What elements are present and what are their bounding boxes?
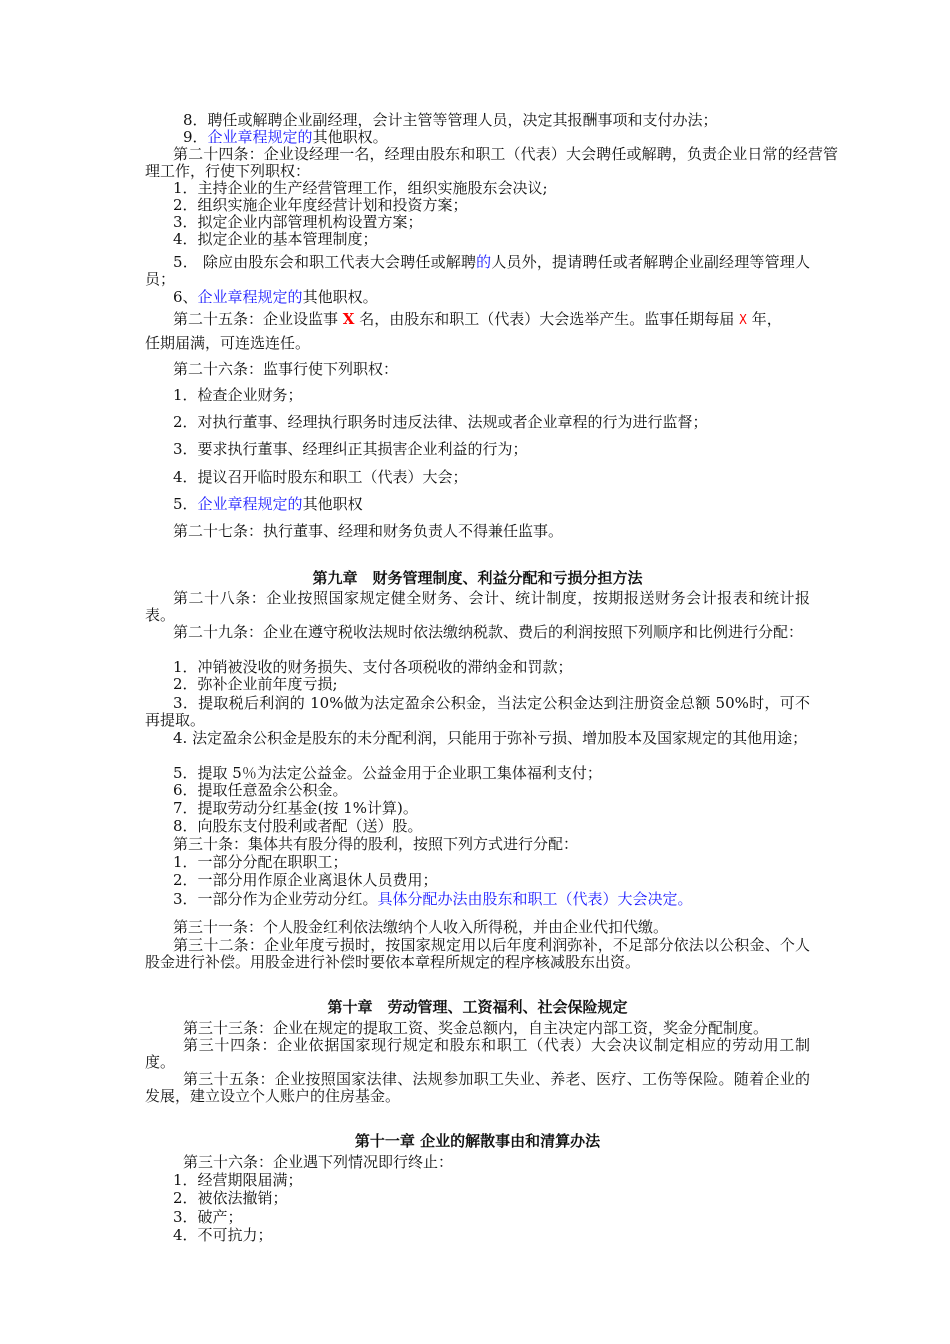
article-24: 第二十四条：企业设经理一名，经理由股东和职工（代表）大会聘任或解聘，负责企业日常的经营管理工作，行使下列职权： [145,145,838,180]
profit-item-4: 4. 法定盈余公积金是股东的未分配利润，只能用于弥补亏损、增加股本及国家规定的其他用途； [173,729,808,747]
article-29: 第二十九条：企业在遵守税收法规时依法缴纳税款、费后的利润按照下列顺序和比例进行分配： [173,623,804,641]
manager-item-1: 1．主持企业的生产经营管理工作，组织实施股东会决议; [173,180,548,197]
charter-link: 企业章程规定的 [207,129,313,146]
manager-item-5: 5． 除应由股东会和职工代表大会聘任或解聘的人员外，提请聘任或者解聘企业副经理等管理人员； [145,253,810,288]
chapter-9-heading: 第九章 财务管理制度、利益分配和亏损分担方法 [312,569,643,587]
placeholder-x: X [738,313,747,328]
profit-item-3: 3．提取税后利润的 10%做为法定盈余公积金，当法定公积金达到注册资金总额 50%时，可不再提取。 [145,694,810,729]
charter-link: 企业章程规定的 [197,289,303,306]
article-31: 第三十一条：个人股金红利依法缴纳个人收入所得税，并由企业代扣代缴。 [173,919,669,936]
article-34: 第三十四条：企业依据国家现行规定和股东和职工（代表）大会决议制定相应的劳动用工制度。 [145,1036,810,1071]
article-35: 第三十五条：企业按照国家法律、法规参加职工失业、养老、医疗、工伤等保险。随着企业的发展，建立设立个人账户的住房基金。 [145,1070,810,1105]
article-27: 第二十七条：执行董事、经理和财务负责人不得兼任监事。 [173,523,564,540]
supervisor-item-1: 1．检查企业财务； [173,387,303,404]
article-33: 第三十三条：企业在规定的提取工资、奖金总额内，自主决定内部工资，奖金分配制度。 [183,1020,769,1037]
article-25: 第二十五条：企业设监事 X 名，由股东和职工（代表）大会选举产生。监事任期每届 X 年， [173,310,782,328]
supervisor-item-5: 5．企业章程规定的其他职权 [173,496,363,513]
dividend-decision-link: 具体分配办法由股东和职工（代表）大会决定。 [377,891,693,908]
termination-item-1: 1．经营期限届满； [173,1172,303,1189]
supervisor-item-4: 4．提议召开临时股东和职工（代表）大会； [173,469,468,486]
termination-item-3: 3．破产； [173,1209,243,1226]
power-item-8: 8．聘任或解聘企业副经理，会计主管等管理人员，决定其报酬事项和支付办法； [183,112,718,129]
chapter-10-heading: 第十章 劳动管理、工资福利、社会保险规定 [327,998,628,1016]
termination-item-4: 4．不可抗力； [173,1227,273,1244]
article-28: 第二十八条：企业按照国家规定健全财务、会计、统计制度，按期报送财务会计报表和统计报表。 [145,589,810,624]
article-30: 第三十条：集体共有股分得的股利，按照下列方式进行分配： [173,836,579,853]
article-36: 第三十六条：企业遇下列情况即行终止： [183,1154,454,1171]
manager-item-4: 4．拟定企业的基本管理制度； [173,231,378,248]
supervisor-item-3: 3．要求执行董事、经理纠正其损害企业利益的行为； [173,441,528,458]
dividend-item-2: 2．一部分用作原企业离退休人员费用； [173,872,438,889]
article-26-title: 第二十六条：监事行使下列职权： [173,361,399,378]
dividend-item-3: 3．一部分作为企业劳动分红。具体分配办法由股东和职工（代表）大会决定。 [173,891,693,908]
dividend-item-1: 1．一部分分配在职职工； [173,854,348,871]
manager-item-6: 6、企业章程规定的其他职权。 [173,289,378,306]
manager-item-3: 3．拟定企业内部管理机构设置方案； [173,214,423,231]
termination-item-2: 2．被依法撤销； [173,1190,288,1207]
placeholder-x: X [342,310,355,328]
profit-item-2: 2．弥补企业前年度亏损; [173,676,338,693]
profit-item-8: 8．向股东支付股利或者配（送）股。 [173,818,423,835]
profit-item-1: 1．冲销被没收的财务损失、支付各项税收的滞纳金和罚款； [173,659,573,676]
power-item-9: 9．企业章程规定的其他职权。 [183,129,388,146]
profit-item-5: 5．提取 5％为法定公益金。公益金用于企业职工集体福利支付； [173,765,602,782]
supervisor-item-2: 2．对执行董事、经理执行职务时违反法律、法规或者企业章程的行为进行监督； [173,414,708,431]
chapter-11-heading: 第十一章 企业的解散事由和清算办法 [354,1132,601,1150]
charter-link: 企业章程规定的 [197,496,303,513]
article-25-cont: 任期届满，可连选连任。 [145,335,311,352]
profit-item-7: 7．提取劳动分红基金(按 1%计算)。 [173,800,418,817]
manager-item-5-link: 的 [476,253,492,271]
article-32: 第三十二条：企业年度亏损时，按国家规定用以后年度利润弥补，不足部分依法以公积金、个人股金进行补偿。用股金进行补偿时要依本章程所规定的程序核减股东出资。 [145,936,810,971]
manager-item-2: 2．组织实施企业年度经营计划和投资方案； [173,197,468,214]
profit-item-6: 6．提取任意盈余公积金。 [173,782,348,799]
